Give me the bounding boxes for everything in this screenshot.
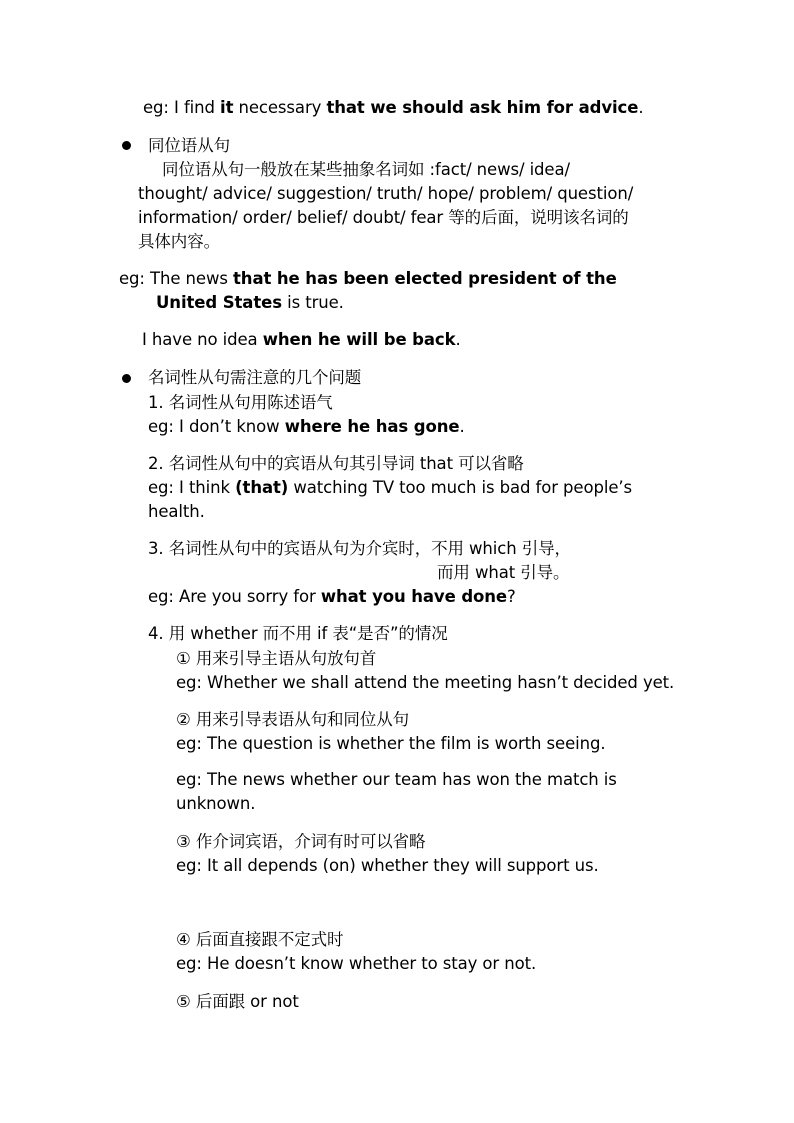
- example-news-line2: [156, 291, 344, 315]
- text: .: [459, 417, 465, 436]
- bullet-icon: [122, 374, 131, 383]
- point-2-example: [148, 476, 632, 500]
- example-idea: [142, 328, 461, 352]
- text: ?: [507, 587, 516, 606]
- text: necessary: [233, 98, 327, 117]
- text: .: [455, 330, 461, 349]
- bold-text: that we should ask him for advice: [326, 98, 639, 117]
- text: is true.: [281, 293, 344, 312]
- point-1-example: [148, 415, 465, 439]
- point-4-sub-2-example: eg: The question is whether the film is worth seeing.: [176, 734, 606, 753]
- point-1-title: 1. 名词性从句用陈述语气: [148, 393, 333, 412]
- bold-text: United States: [156, 293, 282, 312]
- point-3-example: [148, 585, 516, 609]
- bullet-icon: [122, 141, 131, 150]
- appositive-body-line: thought/ advice/ suggestion/ truth/ hope/ problem/ question/: [138, 184, 634, 203]
- point-4-sub-3: ③ 作介词宾语，介词有时可以省略: [176, 832, 426, 851]
- point-4-sub-2: ② 用来引导表语从句和同位从句: [176, 710, 410, 729]
- point-4-sub-4-example: eg: He doesn’t know whether to stay or not.: [176, 954, 537, 973]
- text: eg: The news: [119, 269, 234, 288]
- example-news-line1: [119, 267, 617, 291]
- bold-text: where he has gone: [284, 417, 460, 436]
- point-4-sub-4: ④ 后面直接跟不定式时: [176, 930, 344, 949]
- appositive-body-line: 同位语从句一般放在某些抽象名词如 :fact/ news/ idea/: [162, 160, 570, 179]
- text: eg: I find: [143, 98, 221, 117]
- point-2-example-cont: health.: [148, 502, 205, 521]
- section-heading-notes: 名词性从句需注意的几个问题: [148, 368, 362, 387]
- section-heading-appositive: 同位语从句: [148, 136, 231, 155]
- point-4-sub-1-example: eg: Whether we shall attend the meeting hasn’t decided yet.: [176, 673, 675, 692]
- example-line-find-it: [143, 96, 643, 120]
- bold-text: it: [220, 98, 234, 117]
- bold-text: that he has been elected president of the: [233, 269, 617, 288]
- bold-text: (that): [235, 478, 289, 497]
- appositive-body-line: information/ order/ belief/ doubt/ fear 等的后面，说明该名词的: [138, 208, 629, 227]
- text: eg: I don’t know: [148, 417, 285, 436]
- bold-text: when he will be back: [262, 330, 456, 349]
- point-3-title-cont: 而用 what 引导。: [437, 563, 570, 582]
- text: .: [638, 98, 644, 117]
- point-4-sub-2-example-cont: unknown.: [176, 794, 256, 813]
- point-4-sub-2-example: eg: The news whether our team has won the match is: [176, 770, 617, 789]
- point-4-title: 4. 用 whether 而不用 if 表“是否”的情况: [148, 624, 448, 643]
- point-4-sub-3-example: eg: It all depends (on) whether they will support us.: [176, 856, 599, 875]
- point-2-title: 2. 名词性从句中的宾语从句其引导词 that 可以省略: [148, 454, 524, 473]
- text: watching TV too much is bad for people’s: [288, 478, 633, 497]
- text: I have no idea: [142, 330, 263, 349]
- bold-text: what you have done: [320, 587, 508, 606]
- point-4-sub-1: ① 用来引导主语从句放句首: [176, 649, 377, 668]
- text: eg: Are you sorry for: [148, 587, 321, 606]
- point-4-sub-5: ⑤ 后面跟 or not: [176, 992, 299, 1011]
- point-3-title: 3. 名词性从句中的宾语从句为介宾时，不用 which 引导，: [148, 539, 571, 558]
- appositive-body-line: 具体内容。: [138, 232, 221, 251]
- text: eg: I think: [148, 478, 236, 497]
